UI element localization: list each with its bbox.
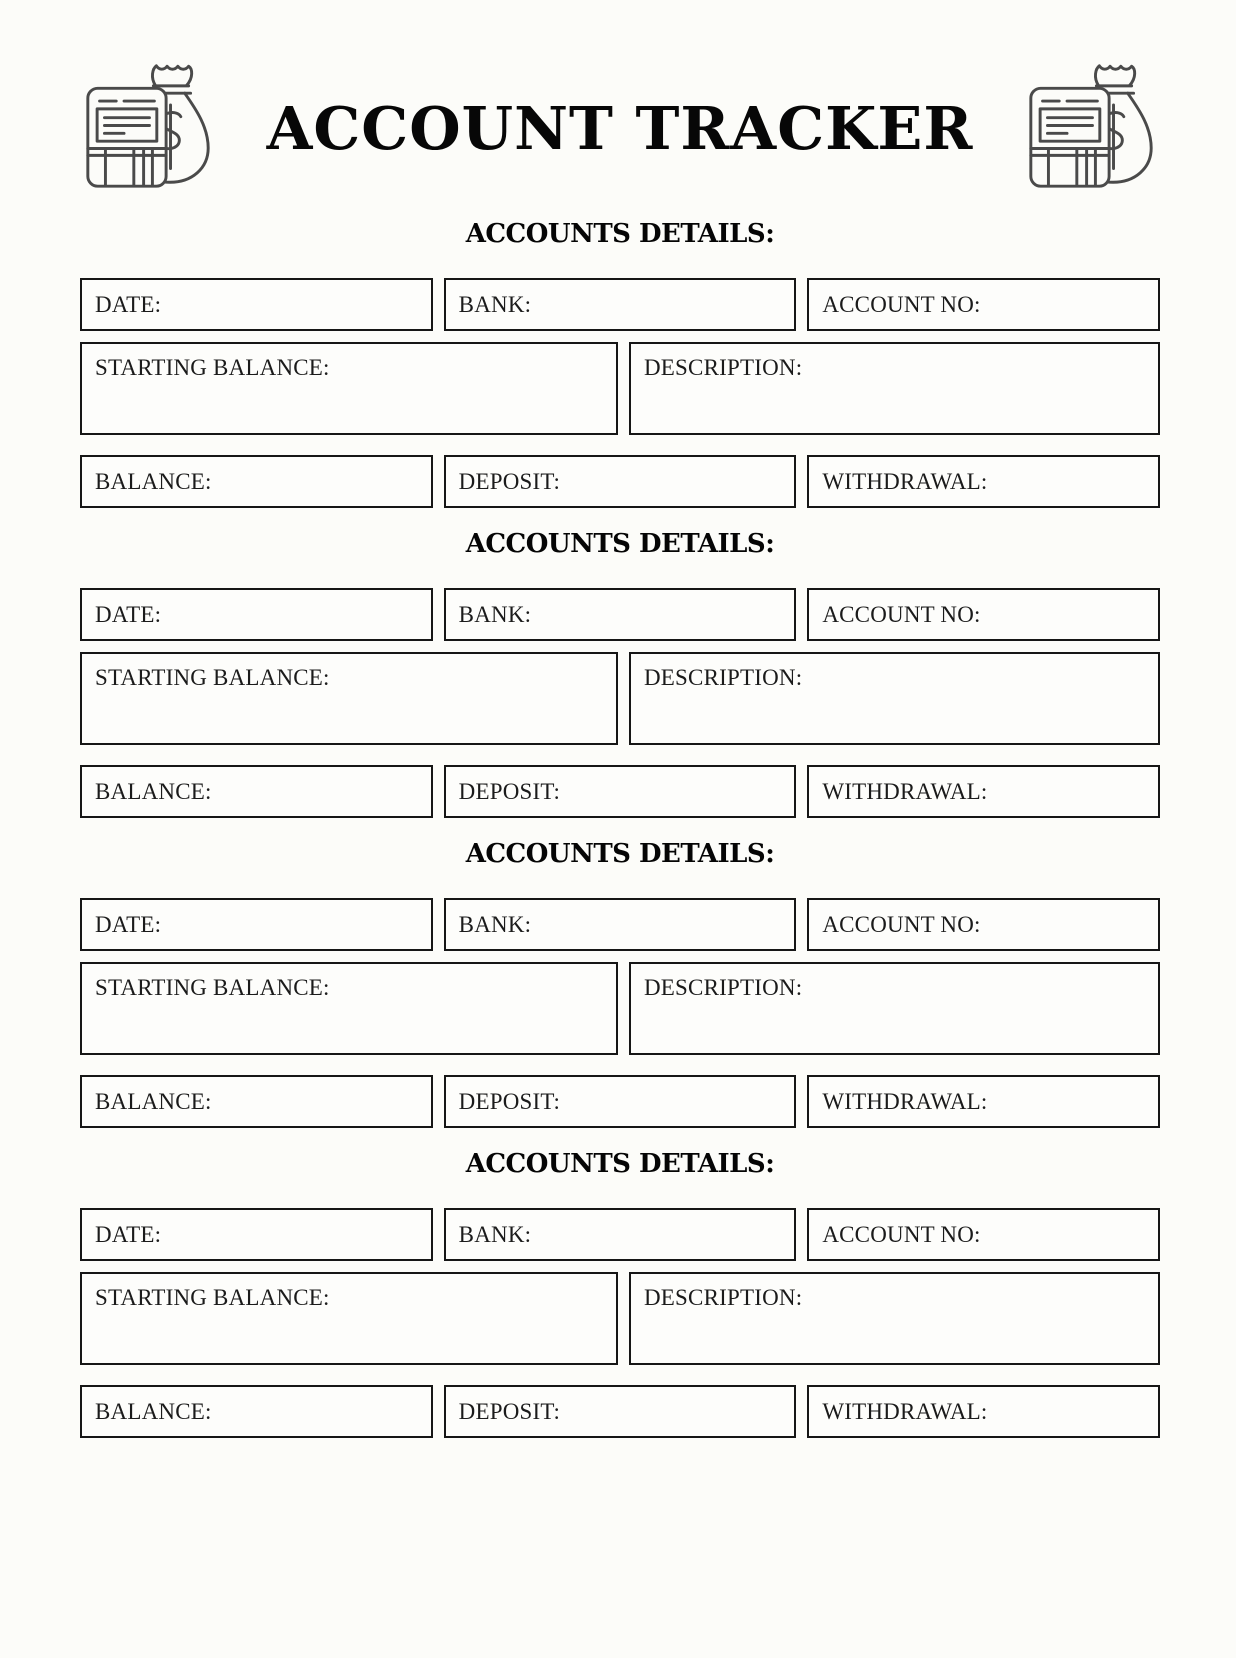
starting-balance-label: STARTING BALANCE: xyxy=(95,1285,330,1310)
bank-field[interactable] xyxy=(444,588,797,641)
account-no-field[interactable] xyxy=(807,898,1160,951)
account-no-field[interactable] xyxy=(807,278,1160,331)
withdrawal-field[interactable] xyxy=(807,1075,1160,1128)
description-field[interactable] xyxy=(629,1272,1160,1365)
description-label: DESCRIPTION: xyxy=(644,975,803,1000)
deposit-label: DEPOSIT: xyxy=(458,1398,561,1424)
field-row xyxy=(80,765,1160,818)
withdrawal-label: WITHDRAWAL: xyxy=(822,1398,988,1424)
account-tracker-page xyxy=(0,58,1236,1438)
deposit-field[interactable] xyxy=(444,1385,797,1438)
field-row xyxy=(80,1385,1160,1438)
withdrawal-label: WITHDRAWAL: xyxy=(822,1088,988,1114)
field-row xyxy=(80,1075,1160,1128)
starting-balance-field[interactable] xyxy=(80,962,618,1055)
description-field[interactable] xyxy=(629,962,1160,1055)
deposit-field[interactable] xyxy=(444,455,797,508)
bank-field[interactable] xyxy=(444,1208,797,1261)
field-row xyxy=(80,652,1160,745)
account-section xyxy=(80,529,1160,818)
account-section xyxy=(80,1149,1160,1438)
field-row xyxy=(80,962,1160,1055)
starting-balance-field[interactable] xyxy=(80,1272,618,1365)
date-field[interactable] xyxy=(80,898,433,951)
field-row xyxy=(80,342,1160,435)
bank-field[interactable] xyxy=(444,898,797,951)
account-no-label: ACCOUNT NO: xyxy=(822,1221,981,1247)
field-row xyxy=(80,455,1160,508)
field-row xyxy=(80,1208,1160,1261)
account-no-field[interactable] xyxy=(807,1208,1160,1261)
withdrawal-field[interactable] xyxy=(807,765,1160,818)
withdrawal-label: WITHDRAWAL: xyxy=(822,778,988,804)
field-row xyxy=(80,278,1160,331)
section-heading: ACCOUNTS DETAILS: xyxy=(465,529,775,559)
section-heading: ACCOUNTS DETAILS: xyxy=(465,219,775,249)
starting-balance-label: STARTING BALANCE: xyxy=(95,665,330,690)
starting-balance-label: STARTING BALANCE: xyxy=(95,355,330,380)
balance-field[interactable] xyxy=(80,455,433,508)
cash-register-money-bag-icon xyxy=(80,57,217,199)
account-no-label: ACCOUNT NO: xyxy=(822,291,981,317)
withdrawal-field[interactable] xyxy=(807,1385,1160,1438)
starting-balance-field[interactable] xyxy=(80,342,618,435)
section-heading: ACCOUNTS DETAILS: xyxy=(465,839,775,869)
field-row xyxy=(80,588,1160,641)
page-title: ACCOUNT TRACKER xyxy=(266,93,974,163)
balance-label: BALANCE: xyxy=(95,468,212,494)
description-field[interactable] xyxy=(629,652,1160,745)
bank-field[interactable] xyxy=(444,278,797,331)
starting-balance-label: STARTING BALANCE: xyxy=(95,975,330,1000)
description-field[interactable] xyxy=(629,342,1160,435)
balance-label: BALANCE: xyxy=(95,1398,212,1424)
date-field[interactable] xyxy=(80,278,433,331)
withdrawal-field[interactable] xyxy=(807,455,1160,508)
account-no-field[interactable] xyxy=(807,588,1160,641)
date-field[interactable] xyxy=(80,1208,433,1261)
deposit-field[interactable] xyxy=(444,765,797,818)
bank-label: BANK: xyxy=(458,1221,532,1247)
balance-field[interactable] xyxy=(80,1385,433,1438)
description-label: DESCRIPTION: xyxy=(644,355,803,380)
page-header xyxy=(80,58,1160,198)
starting-balance-field[interactable] xyxy=(80,652,618,745)
balance-field[interactable] xyxy=(80,765,433,818)
field-row xyxy=(80,898,1160,951)
deposit-label: DEPOSIT: xyxy=(458,468,561,494)
description-label: DESCRIPTION: xyxy=(644,1285,803,1310)
account-no-label: ACCOUNT NO: xyxy=(822,911,981,937)
account-section xyxy=(80,839,1160,1128)
deposit-field[interactable] xyxy=(444,1075,797,1128)
bank-label: BANK: xyxy=(458,911,532,937)
section-heading: ACCOUNTS DETAILS: xyxy=(465,1149,775,1179)
account-no-label: ACCOUNT NO: xyxy=(822,601,981,627)
account-section xyxy=(80,219,1160,508)
description-label: DESCRIPTION: xyxy=(644,665,803,690)
balance-field[interactable] xyxy=(80,1075,433,1128)
date-label: DATE: xyxy=(95,1221,162,1247)
deposit-label: DEPOSIT: xyxy=(458,778,561,804)
date-label: DATE: xyxy=(95,601,162,627)
bank-label: BANK: xyxy=(458,291,532,317)
field-row xyxy=(80,1272,1160,1365)
deposit-label: DEPOSIT: xyxy=(458,1088,561,1114)
date-field[interactable] xyxy=(80,588,433,641)
withdrawal-label: WITHDRAWAL: xyxy=(822,468,988,494)
date-label: DATE: xyxy=(95,911,162,937)
date-label: DATE: xyxy=(95,291,162,317)
bank-label: BANK: xyxy=(458,601,532,627)
cash-register-money-bag-icon xyxy=(1023,57,1160,199)
balance-label: BALANCE: xyxy=(95,778,212,804)
balance-label: BALANCE: xyxy=(95,1088,212,1114)
